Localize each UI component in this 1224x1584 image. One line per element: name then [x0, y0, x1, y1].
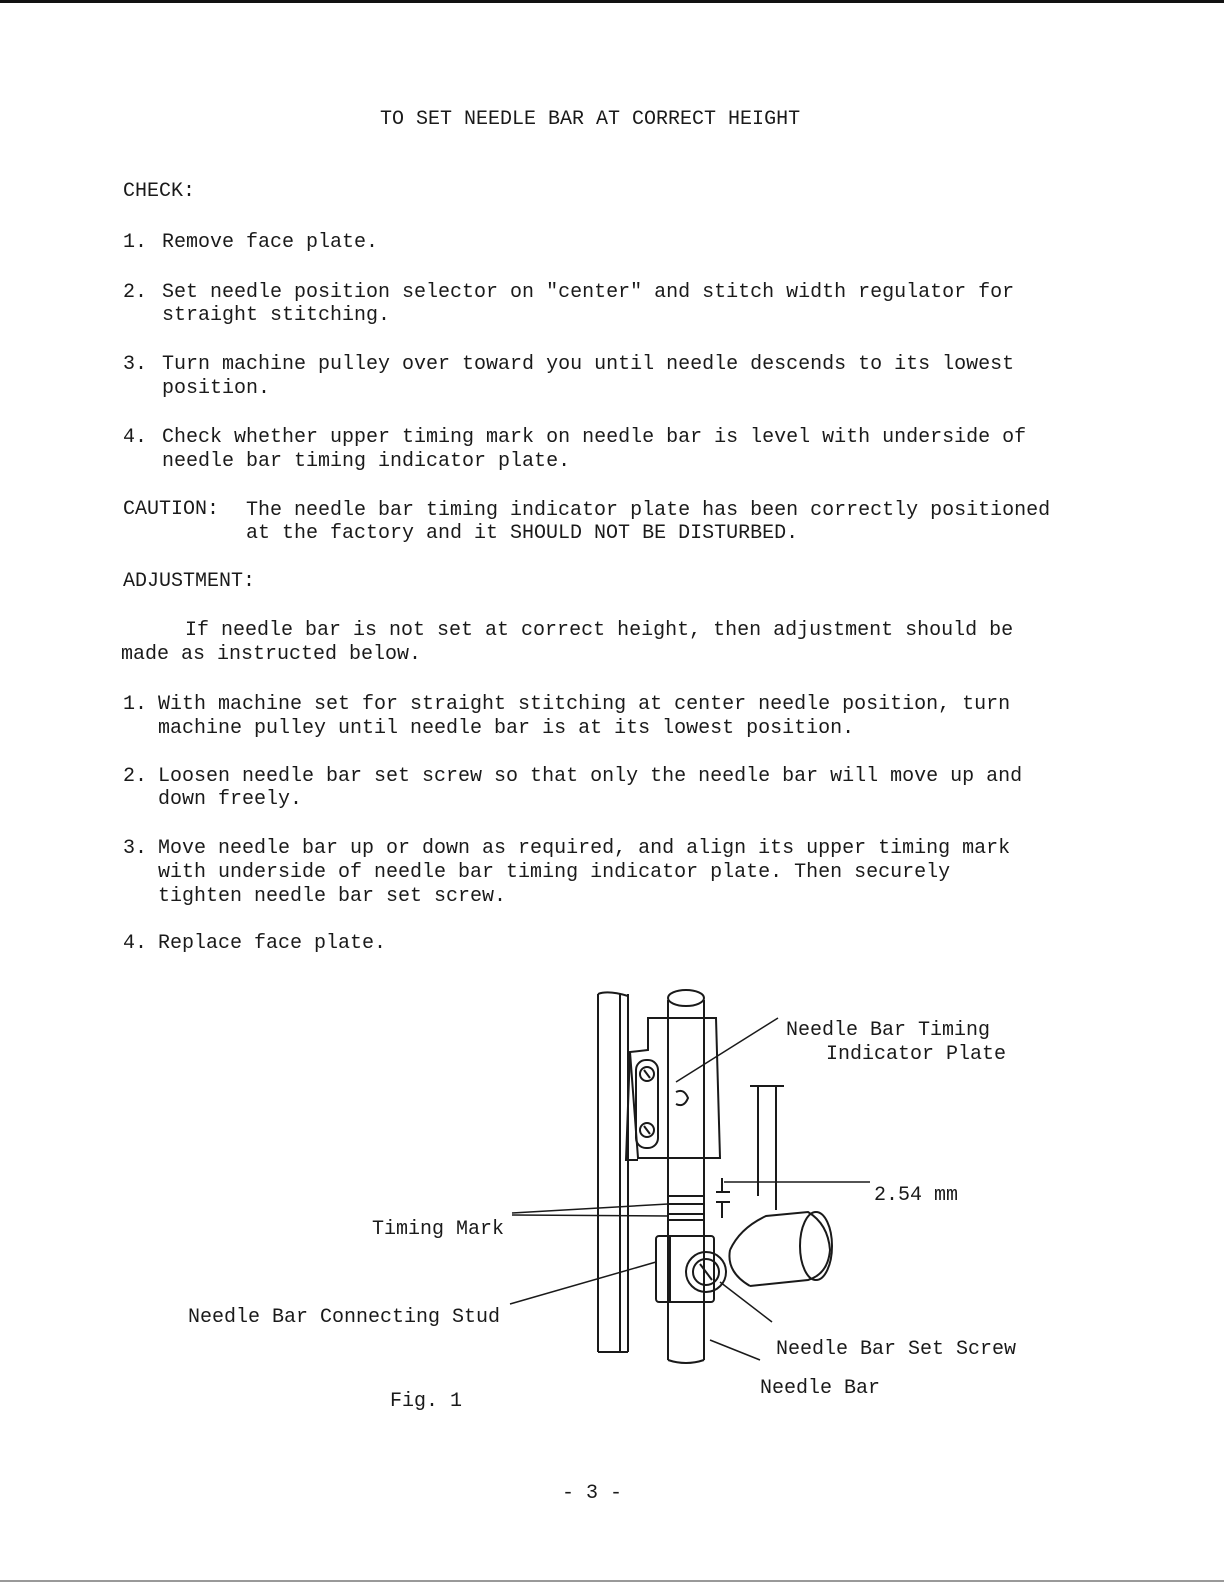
step-text: Replace face plate. [158, 932, 387, 955]
label-measurement: 2.54 mm [874, 1184, 959, 1207]
step-number: 3. [123, 837, 148, 860]
step-number: 4. [123, 932, 148, 955]
step-number: 2. [123, 765, 148, 788]
label-indicator-plate: Needle Bar Timing [786, 1019, 991, 1042]
caution-text: at the factory and it SHOULD NOT BE DISTURBED. [246, 522, 799, 545]
step-text: Check whether upper timing mark on needle bar is level with underside of [162, 426, 1027, 449]
step-number: 1. [123, 231, 148, 254]
step-number: 4. [123, 426, 148, 449]
step-text: straight stitching. [162, 304, 391, 327]
caution-text: The needle bar timing indicator plate has been correctly positioned [246, 499, 1051, 522]
label-timing-mark: Timing Mark [372, 1218, 505, 1241]
page-title: TO SET NEEDLE BAR AT CORRECT HEIGHT [380, 108, 801, 131]
bottom-border [0, 1580, 1224, 1582]
adjustment-intro: If needle bar is not set at correct height, then adjustment should be [185, 619, 1014, 642]
step-text: Remove face plate. [162, 231, 379, 254]
adjustment-heading: ADJUSTMENT: [123, 570, 256, 593]
page-number: - 3 - [562, 1482, 623, 1505]
step-text: position. [162, 377, 271, 400]
step-text: Move needle bar up or down as required, and align its upper timing mark [158, 837, 1011, 860]
step-number: 2. [123, 281, 148, 304]
step-text: Set needle position selector on "center" and stitch width regulator for [162, 281, 1015, 304]
step-text: with underside of needle bar timing indicator plate. Then securely [158, 861, 951, 884]
step-text: tighten needle bar set screw. [158, 885, 507, 908]
adjustment-intro: made as instructed below. [121, 643, 422, 666]
figure-caption: Fig. 1 [390, 1390, 463, 1413]
step-text: With machine set for straight stitching at center needle position, turn [158, 693, 1011, 716]
caution-label: CAUTION: [123, 498, 220, 521]
step-text: machine pulley until needle bar is at its lowest position. [158, 717, 855, 740]
label-needle-bar: Needle Bar [760, 1377, 881, 1400]
step-number: 3. [123, 353, 148, 376]
step-number: 1. [123, 693, 148, 716]
step-text: needle bar timing indicator plate. [162, 450, 571, 473]
label-indicator-plate: Indicator Plate [826, 1043, 1007, 1066]
label-connecting-stud: Needle Bar Connecting Stud [188, 1306, 501, 1329]
label-set-screw: Needle Bar Set Screw [776, 1338, 1017, 1361]
check-heading: CHECK: [123, 180, 196, 203]
step-text: Turn machine pulley over toward you until needle descends to its lowest [162, 353, 1015, 376]
step-text: down freely. [158, 788, 303, 811]
step-text: Loosen needle bar set screw so that only the needle bar will move up and [158, 765, 1023, 788]
